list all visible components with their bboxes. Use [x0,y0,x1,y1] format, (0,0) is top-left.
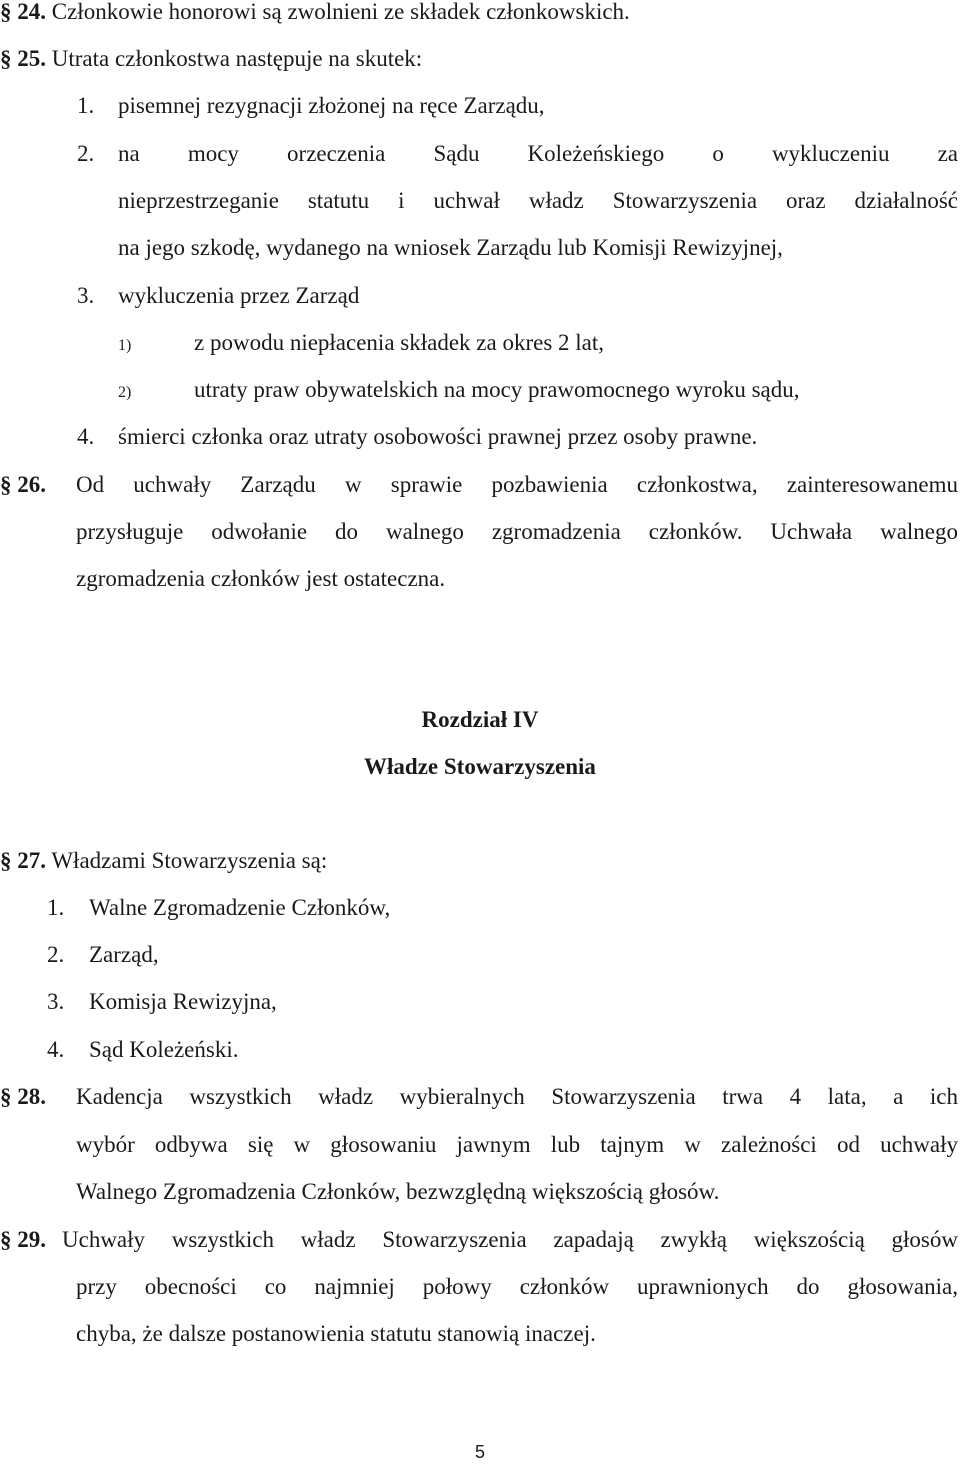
sub-list-item [118,328,605,361]
list-number: 4. [77,424,95,449]
paragraph-text-line: przysługuje odwołanie do walnego zgromadzenia członków. Uchwała walnego [76,519,958,544]
section-number: § 28. [0,1084,46,1109]
chapter-title: Władze Stowarzyszenia [364,754,596,779]
list-number: 3. [77,283,95,308]
list-text: Komisja Rewizyjna, [89,989,277,1014]
paragraph-text-line: przy obecności co najmniej połowy członków uprawnionych do głosowania, [76,1274,958,1299]
list-item [47,893,391,923]
list-text-line: na jego szkodę, wydanego na wniosek Zarządu lub Komisji Rewizyjnej, [118,235,783,260]
paragraph-27 [0,846,327,876]
paragraph-text-line: zgromadzenia członków jest ostateczna. [76,566,446,591]
paragraph-text-line: chyba, że dalsze postanowienia statutu stanowią inaczej. [76,1321,596,1346]
sub-list-item [118,375,800,408]
section-number: § 27. [0,848,46,873]
list-item [77,91,545,121]
section-number: § 26. [0,472,46,497]
list-item [77,422,758,452]
list-text-line: na mocy orzeczenia Sądu Koleżeńskiego o wykluczeniu za [118,141,958,166]
list-item [47,987,277,1017]
list-number: 3. [47,989,65,1014]
list-text: wykluczenia przez Zarząd [118,283,360,308]
sub-list-number: 1) [118,337,132,354]
sub-list-number: 2) [118,384,132,401]
list-text: Walne Zgromadzenie Członków, [89,895,391,920]
section-number: § 25. [0,46,46,71]
sub-list-text: utraty praw obywatelskich na mocy prawomocnego wyroku sądu, [194,377,800,402]
paragraph-25 [0,44,422,74]
list-number: 1. [47,895,65,920]
list-item [47,1035,239,1065]
section-text: Utrata członkostwa następuje na skutek: [51,46,423,71]
sub-list-text: z powodu niepłacenia składek za okres 2 lat, [194,330,605,355]
page-number: 5 [474,1442,485,1462]
chapter-number: Rozdział IV [421,707,539,732]
list-text: pisemnej rezygnacji złożonej na ręce Zarządu, [118,93,545,118]
section-number: § 29. [0,1227,46,1252]
paragraph-text-line: wybór odbywa się w głosowaniu jawnym lub tajnym w zależności od uchwały [76,1132,958,1157]
paragraph-text-line: Kadencja wszystkich władz wybieralnych Stowarzyszenia trwa 4 lata, a ich [76,1084,958,1109]
list-text: Sąd Koleżeński. [89,1037,239,1062]
list-number: 1. [77,93,95,118]
list-number: 2. [47,942,65,967]
section-number: § 24. [0,0,46,24]
list-number: 4. [47,1037,65,1062]
list-item [47,940,159,970]
list-number: 2. [77,141,95,166]
paragraph-text-line: Uchwały wszystkich władz Stowarzyszenia zapadają zwykłą większością głosów [62,1227,958,1252]
list-text-line: nieprzestrzeganie statutu i uchwał władz Stowarzyszenia oraz działalność [118,188,958,213]
list-text: śmierci członka oraz utraty osobowości prawnej przez osoby prawne. [118,424,758,449]
section-text: Członkowie honorowi są zwolnieni ze składek członkowskich. [51,0,630,24]
list-item [77,281,360,311]
list-text: Zarząd, [89,942,159,967]
section-text: Władzami Stowarzyszenia są: [51,848,328,873]
paragraph-text-line: Walnego Zgromadzenia Członków, bezwzględną większością głosów. [76,1179,720,1204]
paragraph-24 [0,0,630,27]
paragraph-text-line: Od uchwały Zarządu w sprawie pozbawienia członkostwa, zainteresowanemu [76,472,958,497]
